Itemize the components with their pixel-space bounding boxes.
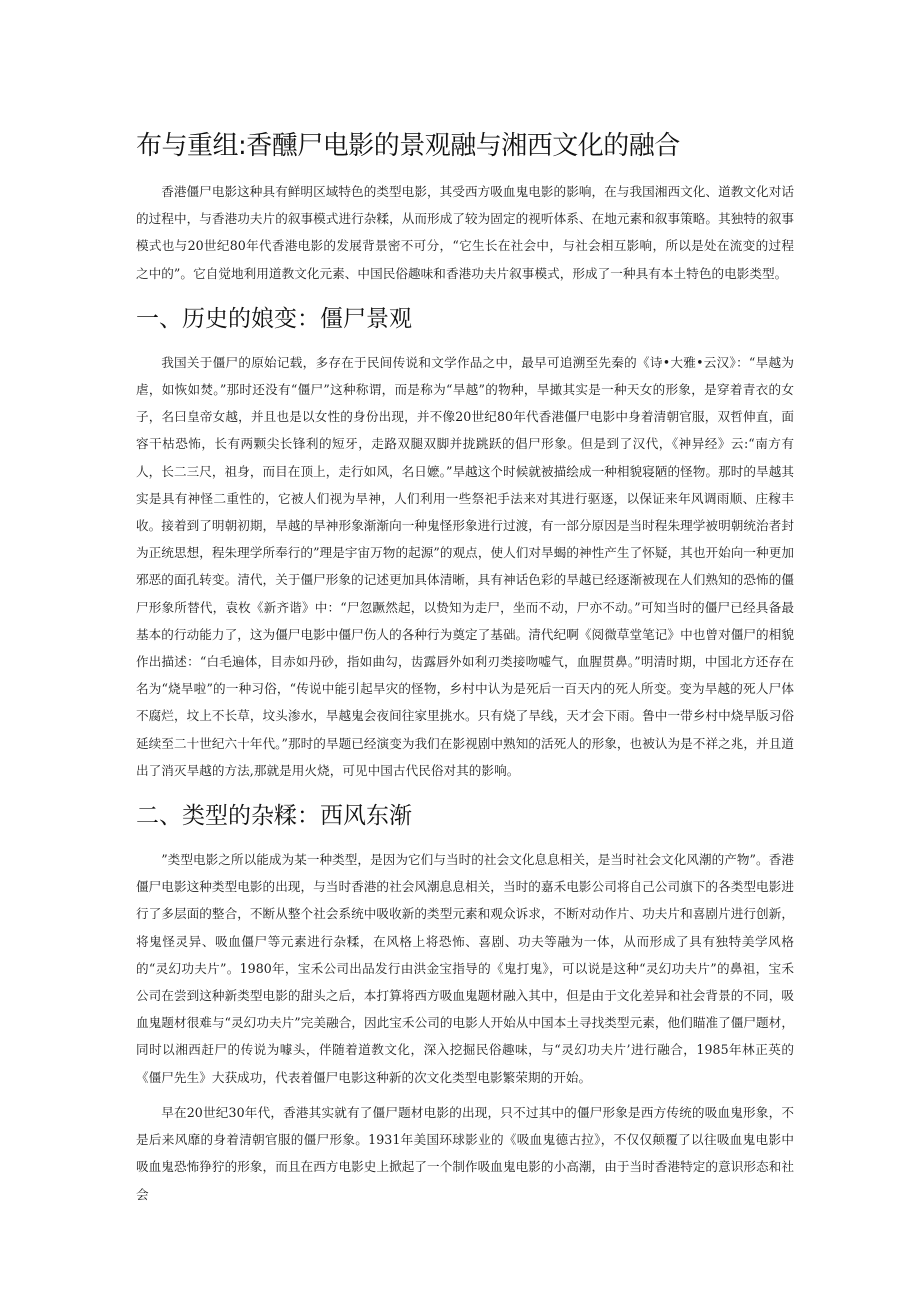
- section-genre-paragraph-1: ”类型电影之所以能成为某一种类型，是因为它们与当时的社会文化息息相关，是当时社会文化风潮的产物”。香港僵尸电影这种类型电影的出现，与当时香港的社会风潮息息相关，当时的嘉禾电影公司将自己公司旗下的各类型电影进行了多层面的整合，不断从整个社会系统中吸收新的类型元素和观众诉求，不断对动作片、功夫片和喜剧片进行创新，将鬼怪灵异、吸血僵尸等元素进行杂糅，在风格上将恐怖、喜剧、功夫等融为一体，从而形成了具有独特美学风格的“灵幻功夫片”。1980年，宝禾公司出品发行由洪金宝指导的《鬼打鬼》，可以说是这种“灵幻功夫片”的鼻祖，宝禾公司在尝到这种新类型电影的甜头之后，本打算将西方吸血鬼题材融入其中，但是由于文化差异和社会背景的不同，吸血鬼题材很难与“灵幻功夫片”完美融合，因此宝禾公司的电影人开始从中国本土寻找类型元素，他们瞄准了僵尸题材，同时以湘西赶尸的传说为噱头，伴随着道教文化，深入挖掘民俗趣味，与“灵幻功夫片’进行融合，1985年林正英的《僵尸先生》大获成功，代表着僵尸电影这种新的次文化类型电影繁荣期的开始。: [136, 852, 794, 1085]
- document-body: [136, 128, 794, 1208]
- section-genre-paragraph-2: 早在20世纪30年代，香港其实就有了僵尸题材电影的出现，只不过其中的僵尸形象是西方传统的吸血鬼形象，不是后来风靡的身着清朝官服的僵尸形象。1931年美国环球影业的《吸血鬼德古拉》，不仅仅颠覆了以往吸血鬼电影中吸血鬼恐怖狰狞的形象，而且在西方电影史上掀起了一个制作吸血鬼电影的小高潮，由于当时香港特定的意识形态和社会: [136, 1104, 794, 1202]
- intro-paragraph: 香港僵尸电影这种具有鲜明区域特色的类型电影，其受西方吸血鬼电影的影响，在与我国湘西文化、道教文化对话的过程中，与香港功夫片的叙事模式进行杂糅，从而形成了较为固定的视听体系、在地元素和叙事策略。其独特的叙事模式也与20世纪80年代香港电影的发展背景密不可分，“它生长在社会中，与社会相互影响，所以是处在流变的过程之中的”。它自觉地利用道教文化元素、中国民俗趣味和香港功夫片叙事模式，形成了一种具有本土特色的电影类型。: [136, 184, 794, 281]
- section-heading-genre: 二、类型的杂糅：西风东渐: [136, 803, 412, 830]
- section-heading-history: 一、历史的娘变：僵尸景观: [136, 305, 412, 332]
- document-title: 布与重组:香醺尸电影的景观融与湘西文化的融合: [136, 131, 680, 161]
- section-history-paragraph: 我国关于僵尸的原始记载，多存在于民间传说和文学作品之中，最早可追溯至先秦的《诗•大雅•云汉》：“旱越为虐，如恢如焚。”那时还没有“僵尸”这种称谓，而是称为“旱越”的物种，旱撖其实是一种天女的形象，是穿着青衣的女子，名曰皇帝女越，并且也是以女性的身份出现，并不像20世纪80年代香港僵尸电影中身着清朝官服，双哲伸直，面容干枯恐怖，长有两颗尖长锋利的短牙，走路双腿双脚并拢跳跃的倡尸形象。但是到了汉代，《神异经》云:“南方有人，长二三尺，祖身，而目在顶上，走行如风，名日嬷。”旱越这个时候就被描绘成一种相貌寝陋的怪物。那时的旱越其实是具有神怪二重性的，它被人们视为旱神，人们利用一些祭祀手法来对其进行驱逐，以保证来年风调雨顺、庄稼丰收。接着到了明朝初期，旱越的旱神形象渐渐向一种鬼怪形象进行过渡，有一部分原因是当时程朱理学被明朝统治者封为正统思想，程朱理学所奉行的”理是宇宙万物的起源”的观点，使人们对旱蝎的神性产生了怀疑，其也开始向一种更加邪恶的面孔转变。清代，关于僵尸形象的记述更加具体清晰，具有神话色彩的旱越已经逐渐被现在人们熟知的恐怖的僵尸形象所替代，袁枚《新齐谐》中：“尸忽蹶然起，以贽知为走尸，坐而不动，尸亦不动。”可知当时的僵尸已经具备最基本的行动能力了，这为僵尸电影中僵尸伤人的各种行为奠定了基础。清代纪啊《阅微草堂笔记》中也曾对僵尸的相貌作出描述：“白毛遍体，目赤如丹砂，指如曲勾，齿露唇外如利刃类接吻嘘气，血腥贯鼻。”明清时期，中国北方还存在名为“烧旱啦”的一种习俗，“传说中能引起旱灾的怪物，乡村中认为是死后一百天内的死人所变。变为旱越的死人尸体不腐烂，坟上不长草，坟头渗水，旱越鬼会夜间往家里挑水。只有烧了旱线，天才会下雨。鲁中一带乡村中烧旱版习俗延续至二十世纪六十年代。”那时的旱题已经演变为我们在影视剧中熟知的活死人的形象，也被认为是不祥之兆，并且道出了消灭旱越的方法,那就是用火烧，可见中国古代民俗对其的影响。: [136, 354, 794, 778]
